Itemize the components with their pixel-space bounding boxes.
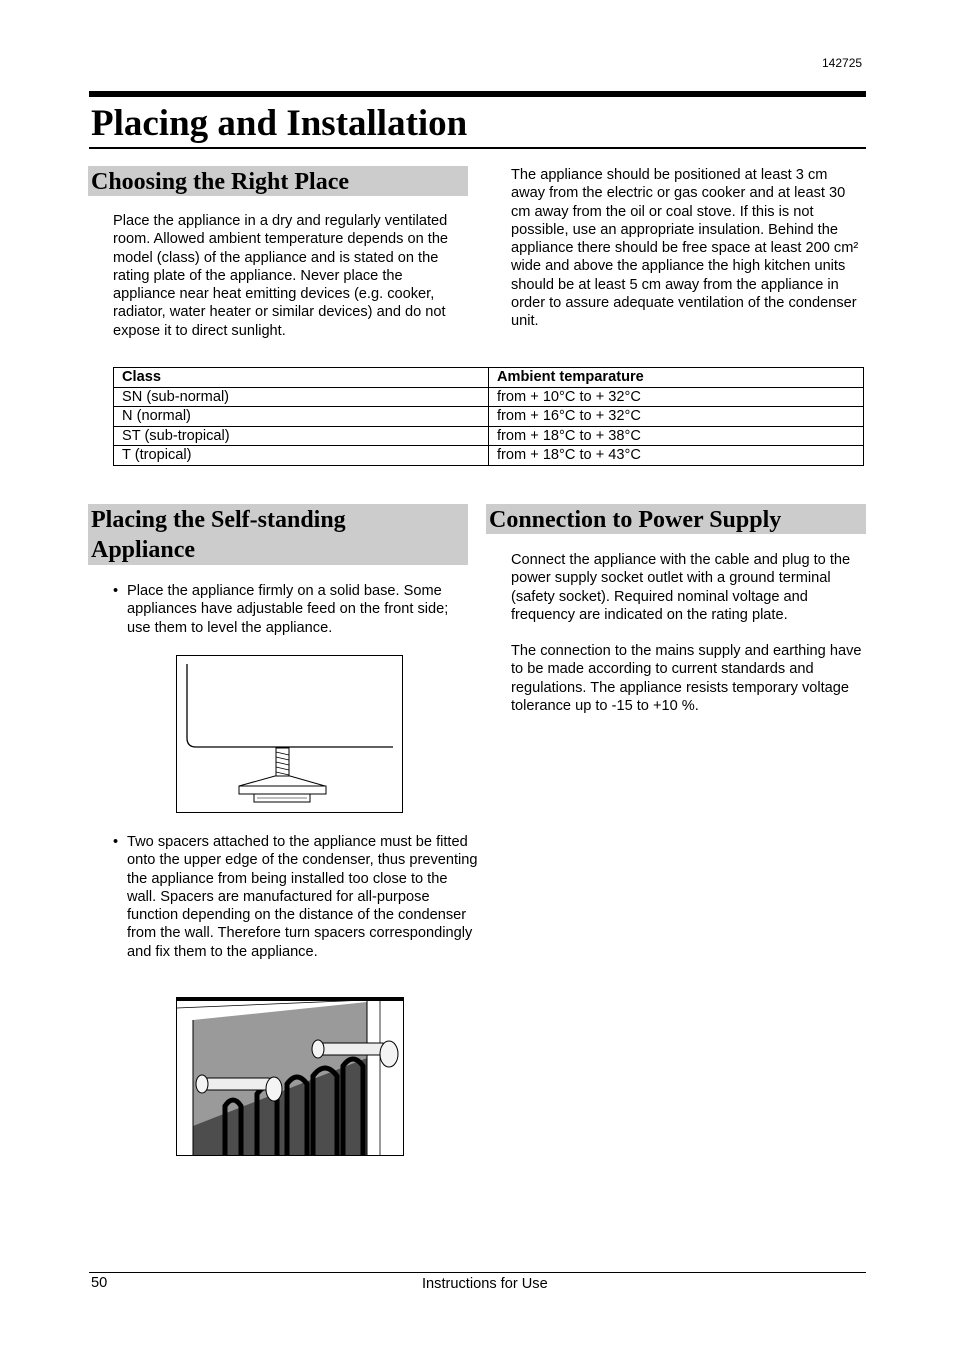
placing-bullets-2: [113, 833, 479, 961]
table-cell: N (normal): [114, 407, 489, 427]
bullet-item: • Place the appliance firmly on a solid base. Some appliances have adjustable feed on the front side; use them to level the appliance.: [127, 582, 463, 637]
adjustable-foot-illustration: [176, 655, 403, 813]
table-row: [114, 387, 864, 407]
adjustable-foot-icon: [177, 656, 402, 812]
heading-line: Appliance: [91, 537, 196, 563]
table-header-temperature: Ambient temparature: [489, 368, 864, 388]
power-paragraph-2: The connection to the mains supply and earthing have to be made according to current standards and regulations. The appliance resists temporary voltage tolerance up to -15 to +10 %.: [511, 643, 862, 714]
page-title: Placing and Installation: [91, 103, 468, 144]
footer-text: Instructions for Use: [422, 1276, 548, 1292]
power-paragraph-1: Connect the appliance with the cable and plug to the power supply socket outlet with a ground terminal (safety socket). Required nominal voltage and frequency are indicated on the rating plate.: [511, 552, 851, 623]
table-cell: from + 18°C to + 38°C: [489, 426, 864, 446]
bullet-item: • Two spacers attached to the appliance must be fitted onto the upper edge of the condenser, thus preventing the appliance from being installed too close to the wall. Spacers are manufactured for all-purpose function depending on the distance of the condenser from the wall. Therefore turn spacers correspondingly and fix them to the appliance.: [127, 833, 479, 961]
heading-line: Placing the Self-standing: [91, 507, 346, 533]
choosing-paragraph: Place the appliance in a dry and regularly ventilated room. Allowed ambient temperature depends on the model (class) of the appliance and is stated on the rating plate of the appliance. Never place the appliance near heat emitting devices (e.g. cooker, radiator, water heater or similar devices) and do not expose it to direct sunlight.: [113, 213, 449, 339]
title-rule: [89, 147, 866, 149]
table-cell: T (tropical): [114, 446, 489, 466]
table-row: [114, 446, 864, 466]
climate-class-table: [113, 367, 864, 466]
document-id: 142725: [822, 56, 863, 70]
table-row: [114, 407, 864, 427]
table-cell: ST (sub-tropical): [114, 426, 489, 446]
table-row: [114, 426, 864, 446]
top-rule: [89, 91, 866, 97]
table-cell: from + 18°C to + 43°C: [489, 446, 864, 466]
section-heading-power: Connection to Power Supply: [486, 504, 866, 534]
condenser-spacer-icon: [177, 998, 403, 1155]
table-cell: SN (sub-normal): [114, 387, 489, 407]
page-number: 50: [91, 1275, 108, 1291]
table-header-class: Class: [114, 368, 489, 388]
distance-paragraph: The appliance should be positioned at least 3 cm away from the electric or gas cooker and at least 30 cm away from the oil or coal stove. If this is not possible, use an appropriate insulation. Behind the appliance there should be free space at least 200 cm² wide and above the appliance the high kitchen units should be at least 5 cm away from the appliance in order to assure adequate ventilation of the condenser unit.: [511, 167, 859, 330]
section-heading-placing: [88, 504, 468, 565]
condenser-spacers-illustration: [176, 997, 404, 1156]
table-header-row: [114, 368, 864, 388]
footer-rule: [89, 1272, 866, 1273]
section-heading-choosing: Choosing the Right Place: [88, 166, 468, 196]
table-cell: from + 10°C to + 32°C: [489, 387, 864, 407]
table-cell: from + 16°C to + 32°C: [489, 407, 864, 427]
placing-bullets-1: [113, 582, 463, 637]
